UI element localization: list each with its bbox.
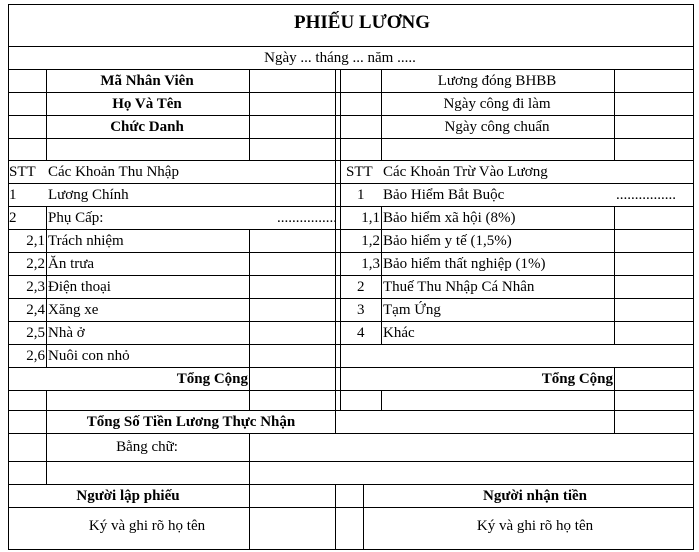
deduction-total-label: Tổng Cộng [541, 371, 613, 387]
deduction-row-label: Bảo Hiểm Bắt Buộc [383, 187, 505, 203]
income-row-label: Nuôi con nhỏ [48, 348, 130, 364]
income-row-stt: 2 [9, 210, 17, 226]
deduction-row-label: Tạm Ứng [383, 302, 441, 318]
income-total-label: Tổng Cộng [176, 371, 248, 387]
insured-salary-label: Lương đóng BHBB [437, 73, 557, 89]
income-row-label: Điện thoại [48, 279, 111, 295]
working-days-label: Ngày công đi làm [443, 96, 551, 112]
deduction-header: Các Khoản Trừ Vào Lương [383, 164, 548, 180]
deduction-row-stt: 1,2 [361, 233, 380, 249]
deduction-row-stt: 1 [357, 187, 365, 203]
deduction-row-label: Thuế Thu Nhập Cá Nhân [383, 279, 535, 295]
deduction-row-stt: 3 [357, 302, 365, 318]
employee-id-label: Mã Nhân Viên [100, 73, 194, 89]
income-row-stt: 2,6 [26, 348, 45, 364]
page-title: PHIẾU LƯƠNG [294, 12, 430, 33]
income-row-label: Phụ Cấp: [48, 210, 104, 226]
income-row-stt: 2,3 [26, 279, 45, 295]
deduction-row-label: Bảo hiểm thất nghiệp (1%) [383, 256, 546, 272]
income-stt-header: STT [9, 164, 36, 180]
date-line: Ngày ... tháng ... năm ..... [264, 50, 416, 66]
net-pay-label: Tổng Số Tiền Lương Thực Nhận [86, 414, 296, 430]
receiver-label: Người nhận tiền [483, 488, 587, 504]
income-row-label: Xăng xe [48, 302, 99, 318]
income-row-stt: 2,4 [26, 302, 45, 318]
income-row-stt: 2,1 [26, 233, 45, 249]
preparer-sign-note: Ký và ghi rõ họ tên [88, 518, 206, 534]
deduction-stt-header: STT [346, 164, 373, 180]
deduction-row-stt: 2 [357, 279, 365, 295]
deduction-row-value: ................ [616, 187, 676, 203]
receiver-sign-note: Ký và ghi rõ họ tên [476, 518, 594, 534]
in-words-label: Bằng chữ: [116, 439, 178, 455]
income-row-stt: 2,5 [26, 325, 45, 341]
full-name-label: Họ Và Tên [112, 96, 182, 112]
income-row-label: Lương Chính [48, 187, 129, 203]
deduction-row-stt: 1,3 [361, 256, 380, 272]
job-title-label: Chức Danh [110, 119, 184, 135]
preparer-label: Người lập phiếu [76, 488, 180, 504]
deduction-row-stt: 4 [357, 325, 365, 341]
income-header: Các Khoản Thu Nhập [48, 164, 179, 180]
income-row-stt: 1 [9, 187, 17, 203]
deduction-row-label: Bảo hiểm xã hội (8%) [383, 210, 516, 226]
income-row-label: Ăn trưa [48, 256, 95, 272]
deduction-row-stt: 1,1 [361, 210, 380, 226]
deduction-row-label: Khác [383, 325, 415, 341]
standard-days-label: Ngày công chuẩn [444, 119, 550, 135]
deduction-row-label: Bảo hiểm y tế (1,5%) [383, 233, 512, 249]
income-row-stt: 2,2 [26, 256, 45, 272]
income-row-label: Nhà ở [48, 325, 85, 341]
income-row-label: Trách nhiệm [48, 233, 124, 249]
income-row-value: ................ [277, 210, 337, 226]
